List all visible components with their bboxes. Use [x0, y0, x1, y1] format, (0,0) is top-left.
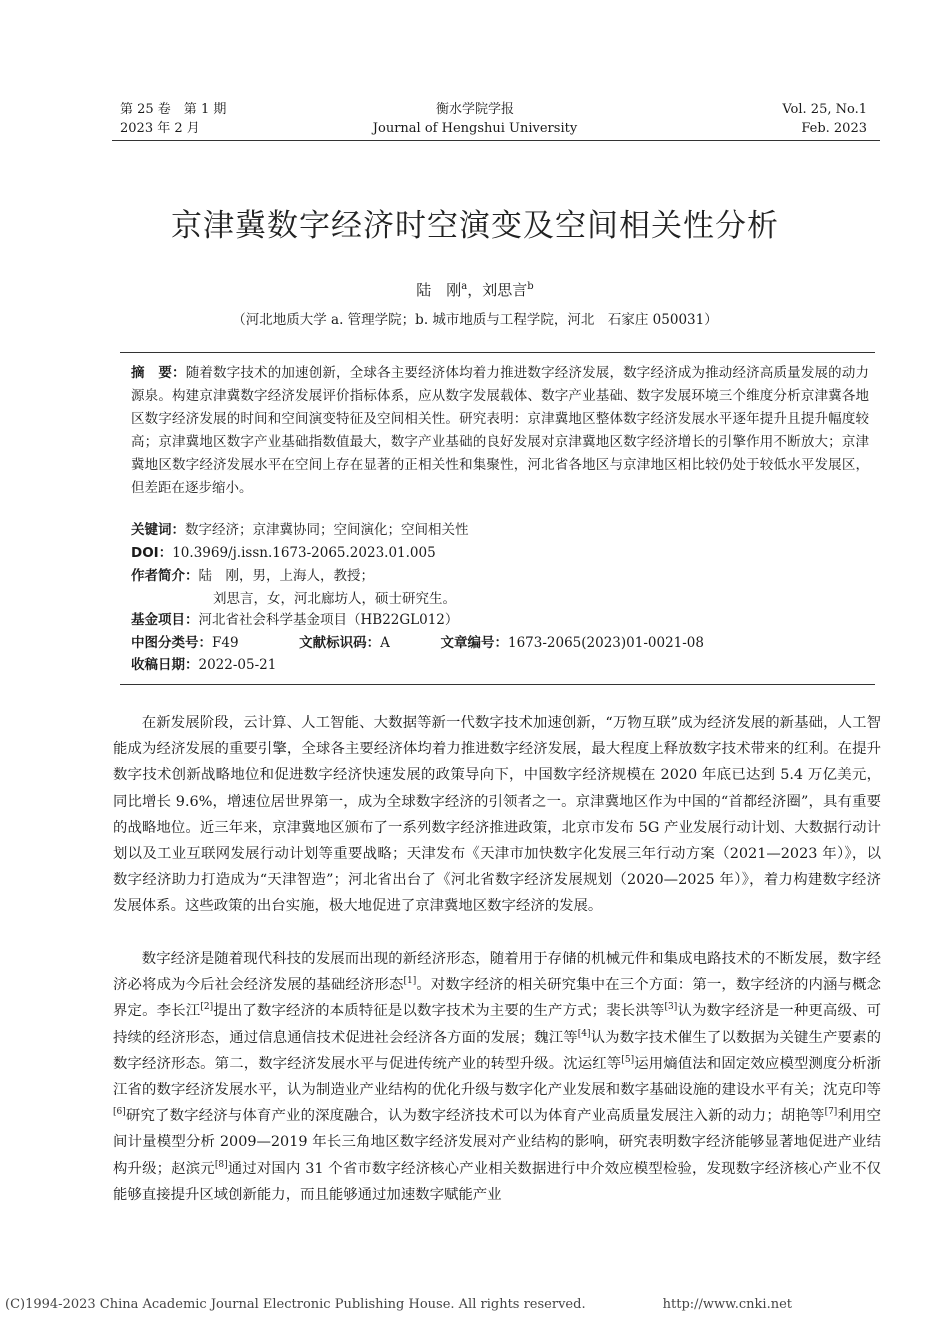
p2-text-b: 。对数字经济的相关研究集中在三个方面：第一，数字经济的内涵与概念界定。李长江	[113, 977, 881, 1020]
running-header-right	[782, 100, 867, 138]
keywords-value: 数字经济；京津冀协同；空间演化；空间相关性	[185, 522, 469, 538]
article-number-value: 1673-2065(2023)01-0021-08	[507, 635, 704, 651]
abstract	[131, 362, 869, 500]
abstract-text: 随着数字技术的加速创新，全球各主要经济体均着力推进数字经济发展，数字经济成为推动经济高质量发展的动力源泉。构建京津冀数字经济发展评价指标体系，应从数字发展载体、数字产业基础、数字发展环境三个维度分析京津冀各地区数字经济发展的时间和空间演变特征及空间相关性。研究表明：京津冀地区整体数字经济发展水平逐年提升且提升幅度较高；京津冀地区数字产业基础指数值最大，数字产业基础的良好发展对京津冀地区数字经济增长的引擎作用不断放大；京津冀地区数字经济发展水平在空间上存在显著的正相关性和集聚性，河北省各地区与京津地区相比较仍处于较低水平发展区，但差距在逐步缩小。	[131, 365, 870, 496]
publication-date-en: Feb. 2023	[801, 121, 867, 136]
keywords-label: 关键词：	[131, 522, 185, 538]
citation-4[interactable]: [4]	[577, 1028, 591, 1039]
p2-text-e: 认为数字技术催生了以数据为关键生产要素的数字经济形态。第二，数字经济发展水平与促进传统产业的转型升级。沈运红等	[113, 1029, 881, 1072]
clc-value: F49	[212, 635, 239, 651]
p2-text-f: 运用熵值法和固定效应模型测度分析浙江省的数字经济发展水平，认为制造业产业结构的优化升级与数字化产业发展和数字基础设施的建设水平有关；沈克印等	[113, 1055, 881, 1099]
fund-label: 基金项目：	[131, 612, 199, 628]
p2-text-d: 认为数字经济是一种更高级、可持续的经济形态，通过信息通信技术促进社会经济各方面的发展；魏江等	[113, 1003, 881, 1046]
p2-text-c: 提出了数字经济的本质特征是以数字技术为主要的生产方式；裴长洪等	[213, 1003, 665, 1020]
author-2: 刘思言	[482, 281, 528, 299]
doi-value: 10.3969/j.issn.1673-2065.2023.01.005	[172, 545, 436, 561]
header-divider	[112, 140, 880, 141]
journal-name-cn: 衡水学院学报	[435, 102, 514, 117]
received-value: 2022-05-21	[198, 657, 277, 673]
received-label: 收稿日期：	[131, 657, 199, 673]
affiliation: （河北地质大学 a. 管理学院；b. 城市地质与工程学院，河北 石家庄 050031）	[232, 312, 718, 328]
author-1-affil-mark: a	[461, 281, 468, 292]
doi-label: DOI：	[131, 545, 173, 561]
cnki-link[interactable]: http://www.cnki.net	[662, 1297, 792, 1312]
p2-text-h: 利用空间计量模型分析 2009—2019 年长三角地区数字经济发展对产业结构的影响，研究表明数字经济能够显著地促进产业结构升级；赵滨元	[113, 1108, 881, 1177]
p2-text-a: 数字经济是随着现代科技的发展而出现的新经济形态，随着用于存储的机械元件和集成电路技术的不断发展，数字经济必将成为今后社会经济发展的基础经济形态	[113, 951, 881, 994]
author-1: 陆 刚	[416, 281, 462, 299]
author-separator: ，	[467, 281, 483, 299]
clc-label: 中图分类号：	[131, 635, 212, 651]
author-bio	[131, 567, 374, 586]
doc-code-label: 文献标识码：	[299, 635, 381, 651]
body-paragraph-1: 在新发展阶段，云计算、人工智能、大数据等新一代数字技术加速创新，“万物互联”成为经济发展的新基础，人工智能成为经济发展的重要引擎，全球各主要经济体均着力推进数字经济发展，最大程度上释放数字技术带来的红利。在提升数字技术创新战略地位和促进数字经济快速发展的政策导向下，中国数字经济规模在 2020 年底已达到 5.4 万亿美元，同比增长 9.6%，增速位居世界第一，成为全球数字经济的引领者之一。京津冀地区作为中国的“首都经济圈”，具有重要的战略地位。近三年来，京津冀地区颁布了一系列数字经济推进政策，北京市发布 5G 产业发展行动计划、大数据行动计划以及工业互联网发展行动计划等重要战略；天津发布《天津市加快数字化发展三年行动方案（2021—2023 年）》，以数字经济助力打造成为“天津智造”；河北省出台了《河北省数字经济发展规划（2020—2025 年）》，着力构建数字经济发展体系。这些政策的出台实施，极大地促进了京津冀地区数字经济的发展。	[113, 715, 881, 915]
abstract-top-rule	[120, 352, 875, 353]
paper-title: 京津冀数字经济时空演变及空间相关性分析	[171, 208, 779, 244]
received-date	[131, 656, 276, 675]
copyright-notice: (C)1994-2023 China Academic Journal Electronic Publishing House. All rights reserved.	[5, 1297, 586, 1312]
publication-date: 2023 年 2 月	[120, 121, 200, 136]
citation-2[interactable]: [2]	[200, 1002, 214, 1013]
article-number-label: 文章编号：	[440, 635, 508, 651]
volume-issue: 第 25 卷 第 1 期	[120, 102, 227, 117]
citation-7[interactable]: [7]	[824, 1107, 838, 1118]
body-paragraph-2	[113, 946, 881, 1208]
abstract-label: 摘 要：	[131, 365, 186, 381]
keywords	[131, 521, 469, 540]
fund-value: 河北省社会科学基金项目（HB22GL012）	[198, 612, 459, 628]
doi	[131, 544, 436, 563]
volume-issue-en: Vol. 25, No.1	[782, 102, 867, 117]
p2-text-g: 研究了数字经济与体育产业的深度融合，认为数字经济技术可以为体育产业高质量发展注入新的动力；胡艳等	[125, 1108, 825, 1125]
author-2-affil-mark: b	[527, 281, 534, 292]
classification-line	[131, 634, 731, 653]
author-bio-line-1: 陆 刚，男，上海人，教授；	[198, 568, 374, 584]
citation-8[interactable]: [8]	[214, 1159, 228, 1170]
citation-3[interactable]: [3]	[664, 1002, 678, 1013]
author-bio-label: 作者简介：	[131, 568, 199, 584]
fund	[131, 611, 458, 630]
journal-name-en: Journal of Hengshui University	[372, 121, 578, 136]
citation-5[interactable]: [5]	[621, 1055, 635, 1066]
abstract-bottom-rule	[120, 684, 875, 685]
citation-1[interactable]: [1]	[403, 976, 417, 987]
doc-code-value: A	[380, 635, 390, 651]
citation-6[interactable]: [6]	[113, 1107, 126, 1118]
author-bio-line-2: 刘思言，女，河北廊坊人，硕士研究生。	[213, 591, 456, 607]
author-line	[0, 279, 950, 300]
p2-text-i: 通过对国内 31 个省市数字经济核心产业相关数据进行中介效应模型检验，发现数字经济核心产业不仅能够直接提升区域创新能力，而且能够通过加速数字赋能产业	[113, 1160, 881, 1203]
